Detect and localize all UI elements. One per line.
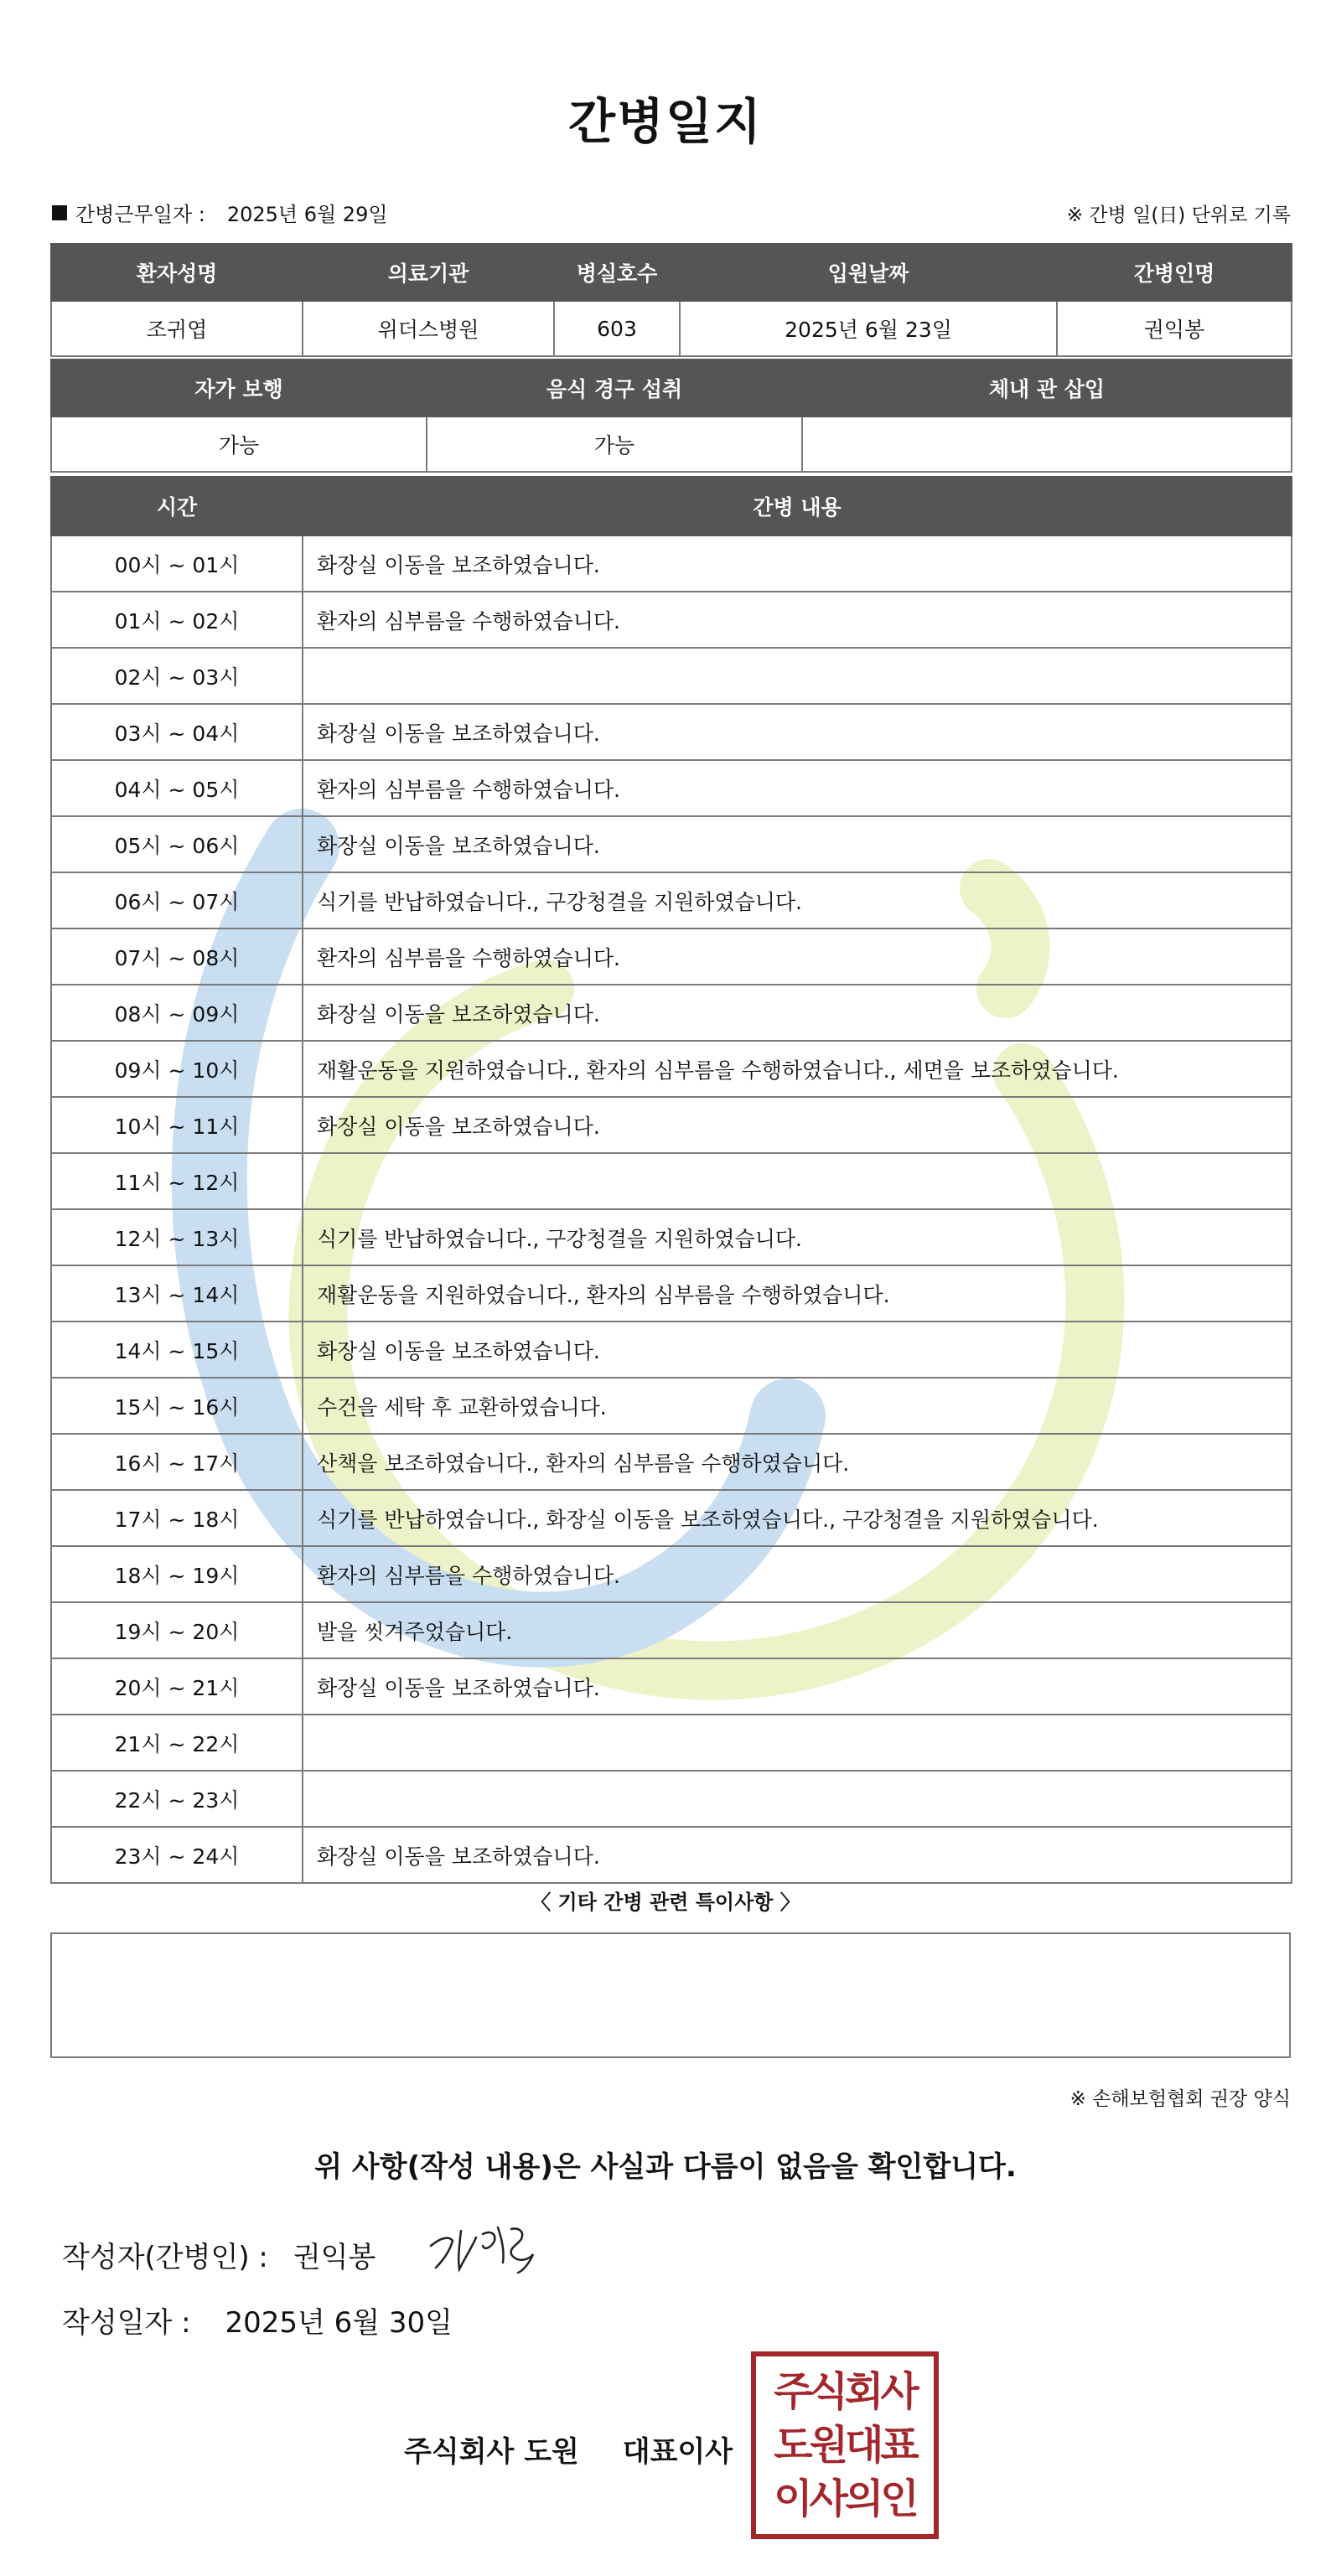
log-time-cell: 04시 ~ 05시 <box>51 760 303 816</box>
log-time-cell: 22시 ~ 23시 <box>51 1771 303 1827</box>
log-time-cell: 20시 ~ 21시 <box>51 1658 303 1715</box>
header-care-content: 간병 내용 <box>303 477 1292 535</box>
log-content-cell: 식기를 반납하였습니다., 구강청결을 지원하였습니다. <box>303 1209 1292 1265</box>
log-time-cell: 14시 ~ 15시 <box>51 1322 303 1378</box>
work-date-label: 간병근무일자 : <box>75 203 205 226</box>
log-time-cell: 12시 ~ 13시 <box>51 1209 303 1265</box>
log-time-cell: 01시 ~ 02시 <box>51 592 303 648</box>
page-title: 간병일지 <box>567 93 764 150</box>
log-time-cell: 21시 ~ 22시 <box>51 1715 303 1771</box>
log-content-cell <box>303 1153 1292 1209</box>
header-self-walking: 자가 보행 <box>51 360 427 416</box>
table-row <box>51 816 1292 872</box>
written-date-label: 작성일자 : <box>62 2306 191 2340</box>
writer-name: 권익봉 <box>293 2241 376 2274</box>
log-time-cell: 05시 ~ 06시 <box>51 816 303 872</box>
table-row <box>51 1602 1292 1658</box>
table-header-row <box>51 477 1292 535</box>
unit-note: ※ 간병 일(日) 단위로 기록 <box>1066 204 1291 226</box>
table-row <box>51 1546 1292 1602</box>
log-time-cell: 10시 ~ 11시 <box>51 1097 303 1153</box>
log-content-cell: 화장실 이동을 보조하였습니다. <box>303 704 1292 760</box>
confirmation-statement: 위 사항(작성 내용)은 사실과 다름이 없음을 확인합니다. <box>314 2150 1017 2184</box>
seal-line: 이사의인 <box>774 2475 916 2522</box>
log-time-cell: 00시 ~ 01시 <box>51 535 303 592</box>
header-time: 시간 <box>51 477 303 535</box>
log-content-cell: 수건을 세탁 후 교환하였습니다. <box>303 1378 1292 1434</box>
log-content-cell: 식기를 반납하였습니다., 화장실 이동을 보조하였습니다., 구강청결을 지원하였습니다. <box>303 1490 1292 1546</box>
header-admission-date: 입원날짜 <box>680 244 1057 301</box>
header-room-number: 병실호수 <box>554 244 680 301</box>
table-row <box>51 1097 1292 1153</box>
log-content-cell: 재활운동을 지원하였습니다., 환자의 심부름을 수행하였습니다., 세면을 보조하였습니다. <box>303 1041 1292 1097</box>
notes-box <box>50 1932 1291 2058</box>
form-note: ※ 손해보험협회 권장 양식 <box>1069 2088 1291 2110</box>
table-row <box>51 704 1292 760</box>
table-row <box>51 1771 1292 1827</box>
patient-status-table <box>50 359 1292 473</box>
table-row <box>51 1265 1292 1322</box>
table-row <box>51 1209 1292 1265</box>
hospital: 위더스병원 <box>303 301 554 356</box>
table-row <box>51 928 1292 985</box>
tube-insertion <box>802 416 1292 472</box>
header-tube-insertion: 체내 관 삽입 <box>802 360 1292 416</box>
log-content-cell: 화장실 이동을 보조하였습니다. <box>303 1322 1292 1378</box>
seal-line: 주식회사 <box>774 2368 916 2415</box>
company-name: 주식회사 도원 <box>404 2435 579 2469</box>
table-row <box>51 1322 1292 1378</box>
company-signature-line <box>404 2429 733 2470</box>
log-content-cell <box>303 1715 1292 1771</box>
log-time-cell: 03시 ~ 04시 <box>51 704 303 760</box>
log-content-cell: 환자의 심부름을 수행하였습니다. <box>303 1546 1292 1602</box>
patient-info-table <box>50 243 1292 357</box>
log-content-cell: 식기를 반납하였습니다., 구강청결을 지원하였습니다. <box>303 872 1292 928</box>
log-content-cell: 환자의 심부름을 수행하였습니다. <box>303 592 1292 648</box>
header-patient-name: 환자성명 <box>51 244 303 301</box>
handwritten-signature <box>424 2212 558 2279</box>
table-row <box>51 1490 1292 1546</box>
caregiver-name: 권익봉 <box>1057 301 1292 356</box>
table-row <box>51 1041 1292 1097</box>
log-content-cell: 화장실 이동을 보조하였습니다. <box>303 1097 1292 1153</box>
log-time-cell: 19시 ~ 20시 <box>51 1602 303 1658</box>
table-row <box>51 648 1292 704</box>
header-caregiver-name: 간병인명 <box>1057 244 1292 301</box>
log-time-cell: 17시 ~ 18시 <box>51 1490 303 1546</box>
log-content-cell: 발을 씻겨주었습니다. <box>303 1602 1292 1658</box>
work-date-value: 2025년 6월 29일 <box>226 203 388 226</box>
log-content-cell: 화장실 이동을 보조하였습니다. <box>303 985 1292 1041</box>
log-content-cell: 화장실 이동을 보조하였습니다. <box>303 1827 1292 1883</box>
square-bullet-icon <box>52 205 67 220</box>
table-row <box>51 416 1292 472</box>
log-content-cell: 화장실 이동을 보조하였습니다. <box>303 535 1292 592</box>
log-time-cell: 18시 ~ 19시 <box>51 1546 303 1602</box>
log-content-cell: 재활운동을 지원하였습니다., 환자의 심부름을 수행하였습니다. <box>303 1265 1292 1322</box>
log-time-cell: 23시 ~ 24시 <box>51 1827 303 1883</box>
log-content-cell: 화장실 이동을 보조하였습니다. <box>303 1658 1292 1715</box>
table-row <box>51 760 1292 816</box>
log-time-cell: 15시 ~ 16시 <box>51 1378 303 1434</box>
log-time-cell: 09시 ~ 10시 <box>51 1041 303 1097</box>
written-date-value: 2025년 6월 30일 <box>225 2306 453 2340</box>
writer-line <box>62 2234 375 2275</box>
table-row <box>51 1827 1292 1883</box>
company-role: 대표이사 <box>622 2435 733 2469</box>
care-log-body <box>51 535 1292 1883</box>
company-seal-stamp <box>751 2351 939 2539</box>
log-time-cell: 16시 ~ 17시 <box>51 1434 303 1490</box>
table-row <box>51 301 1292 356</box>
log-content-cell: 산책을 보조하였습니다., 환자의 심부름을 수행하였습니다. <box>303 1434 1292 1490</box>
oral-intake: 가능 <box>427 416 802 472</box>
table-header-row <box>51 244 1292 301</box>
notes-title: 〈 기타 간병 관련 특이사항 〉 <box>531 1891 800 1914</box>
table-row <box>51 872 1292 928</box>
log-content-cell: 환자의 심부름을 수행하였습니다. <box>303 760 1292 816</box>
log-time-cell: 07시 ~ 08시 <box>51 928 303 985</box>
log-time-cell: 13시 ~ 14시 <box>51 1265 303 1322</box>
room-number: 603 <box>554 301 680 356</box>
log-content-cell <box>303 1771 1292 1827</box>
written-date-line <box>62 2299 453 2341</box>
seal-line: 도원대표 <box>774 2422 916 2469</box>
header-hospital: 의료기관 <box>303 244 554 301</box>
table-row <box>51 535 1292 592</box>
table-header-row <box>51 360 1292 416</box>
table-row <box>51 1434 1292 1490</box>
log-content-cell: 화장실 이동을 보조하였습니다. <box>303 816 1292 872</box>
table-row <box>51 1715 1292 1771</box>
patient-name: 조귀엽 <box>51 301 303 356</box>
writer-label: 작성자(간병인) : <box>62 2241 268 2274</box>
table-row <box>51 1153 1292 1209</box>
table-row <box>51 592 1292 648</box>
admission-date: 2025년 6월 23일 <box>680 301 1057 356</box>
log-time-cell: 06시 ~ 07시 <box>51 872 303 928</box>
log-content-cell: 환자의 심부름을 수행하였습니다. <box>303 928 1292 985</box>
table-row <box>51 1378 1292 1434</box>
log-time-cell: 11시 ~ 12시 <box>51 1153 303 1209</box>
table-row <box>51 1658 1292 1715</box>
care-log-table <box>50 476 1292 1884</box>
self-walking: 가능 <box>51 416 427 472</box>
log-content-cell <box>303 648 1292 704</box>
table-row <box>51 985 1292 1041</box>
log-time-cell: 02시 ~ 03시 <box>51 648 303 704</box>
log-time-cell: 08시 ~ 09시 <box>51 985 303 1041</box>
work-date <box>52 198 388 227</box>
header-oral-intake: 음식 경구 섭취 <box>427 360 802 416</box>
